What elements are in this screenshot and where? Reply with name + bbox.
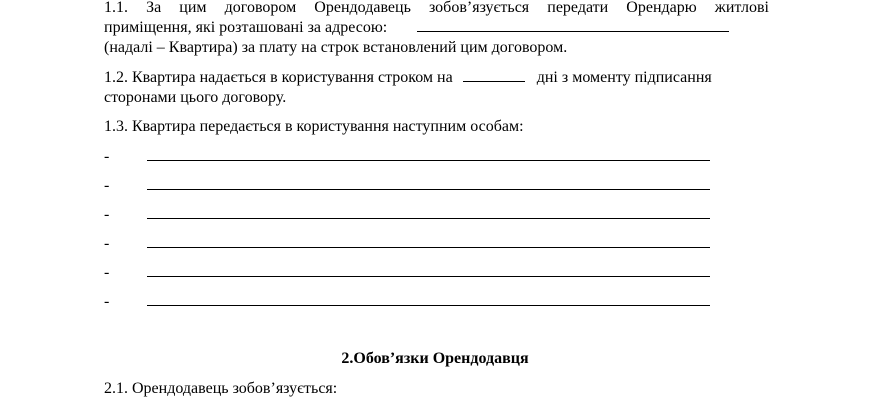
clause-1-2-text-b: дні з моменту підписання (536, 69, 712, 86)
clause-1-1-line-3: (надалі – Квартира) за плату на строк встановлений цим договором. (104, 39, 568, 56)
term-days-blank-field[interactable] (463, 68, 525, 82)
person-blank-field[interactable] (147, 189, 710, 190)
person-list-item (104, 205, 714, 224)
clause-1-2-text-a: 1.2. Квартира надається в користування строком на (104, 69, 453, 86)
person-list-item (104, 263, 714, 282)
clause-1-1-address-label: приміщення, які розташовані за адресою: (104, 19, 388, 36)
list-dash: - (104, 235, 110, 252)
clause-1-1-line-1: 1.1. За цим договором Орендодавець зобов’язується передати Орендарю житлові (104, 0, 769, 16)
person-list-item (104, 292, 714, 311)
list-dash: - (104, 264, 110, 281)
clause-2-1-line-1: 2.1. Орендодавець зобов’язується: (104, 380, 338, 397)
person-list-item (104, 176, 714, 195)
person-blank-field[interactable] (147, 276, 710, 277)
person-blank-field[interactable] (147, 305, 710, 306)
person-blank-field[interactable] (147, 160, 710, 161)
clause-1-2-line-2: сторонами цього договору. (104, 89, 287, 106)
clause-1-2-line-1 (104, 68, 769, 87)
person-list-item (104, 147, 714, 166)
address-blank-field[interactable] (417, 18, 729, 32)
person-blank-field[interactable] (147, 247, 710, 248)
section-2-heading: 2.Обов’язки Орендодавця (341, 350, 529, 367)
list-dash: - (104, 293, 110, 310)
clause-1-1-line-2 (104, 18, 769, 37)
person-list-item (104, 234, 714, 253)
person-blank-field[interactable] (147, 218, 710, 219)
clause-1-3-line-1: 1.3. Квартира передається в користування наступним особам: (104, 118, 524, 135)
list-dash: - (104, 206, 110, 223)
list-dash: - (104, 148, 110, 165)
list-dash: - (104, 177, 110, 194)
